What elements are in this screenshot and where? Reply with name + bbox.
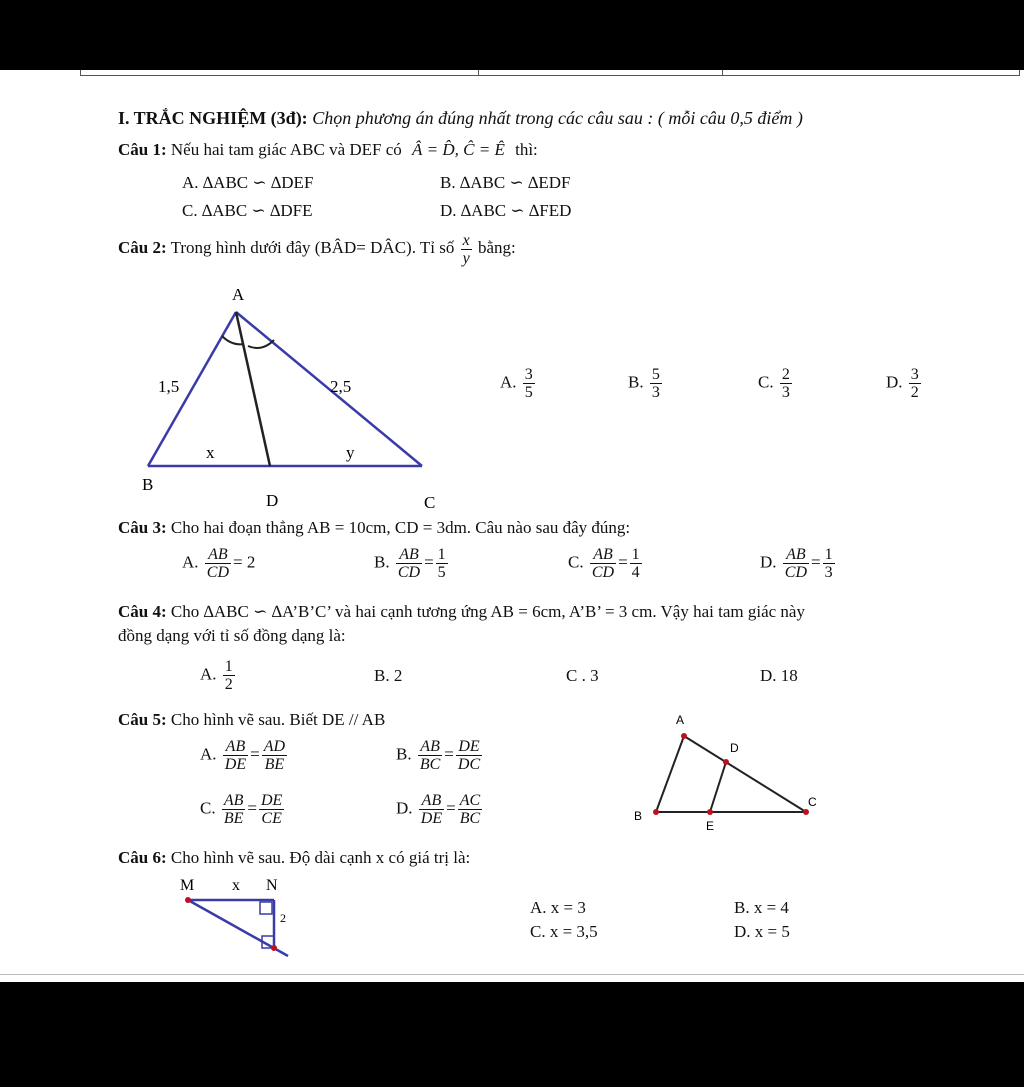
q3-option-d[interactable]: D. $\frac{AB}{CD}$ = $\frac{1}{3}$ (760, 546, 833, 581)
bottom-rule (0, 974, 1024, 975)
q3-option-c[interactable]: C. $\frac{AB}{CD}$ = $\frac{1}{4}$ (568, 546, 640, 581)
q2-option-d[interactable]: D. $\frac{3}{2}$ (886, 366, 919, 401)
q6-text: Cho hình vẽ sau. Độ dài cạnh x có giá trị là: (170, 848, 471, 867)
q6-point-m (185, 897, 191, 903)
q6-stem (118, 848, 470, 868)
q2-ratio: $\frac{x}{y}$ (462, 231, 470, 267)
q5-label-a: A (676, 713, 685, 727)
q2-label: Câu 2: (118, 238, 167, 257)
q1-option-d[interactable]: D. ∆ABC ∽ ∆FED (440, 201, 572, 220)
q1-stem (118, 140, 538, 160)
q5-point-b (653, 809, 659, 815)
q3-option-a[interactable]: A. $\frac{AB}{CD}$ = 2 (182, 546, 256, 581)
q4-text: Cho ∆ABC ∽ ∆A’B’C’ và hai cạnh tương ứng AB = 6cm, A’B’ = 3 cm. Vậy hai tam giác này (170, 602, 805, 621)
q6-label-x: x (232, 877, 240, 894)
rule-tick (80, 70, 81, 76)
q5-option-a[interactable]: A. $\frac{AB}{DE}$ = $\frac{AD}{BE}$ (200, 738, 286, 773)
q2-text-after: bằng: (477, 238, 516, 257)
q6-option-a[interactable]: A. x = 3 (530, 898, 586, 917)
q5-label-d: D (730, 741, 739, 755)
q2-label-y: y (346, 443, 355, 462)
q1-option-c[interactable]: C. ∆ABC ∽ ∆DFE (182, 201, 313, 220)
q2-option-a[interactable]: A. $\frac{3}{5}$ (500, 366, 533, 401)
top-rule (80, 70, 1020, 76)
q4-stem-line1 (118, 602, 805, 622)
q5-side-ac (684, 736, 806, 812)
q6-option-b[interactable]: B. x = 4 (734, 898, 789, 917)
rule-tick (1019, 70, 1020, 76)
q1-option-b[interactable]: B. ∆ABC ∽ ∆EDF (440, 173, 571, 192)
q2-option-b[interactable]: B. $\frac{5}{3}$ (628, 366, 660, 401)
q5-option-b[interactable]: B. $\frac{AB}{BC}$ = $\frac{DE}{DC}$ (396, 738, 481, 773)
section-instruction: Chọn phương án đúng nhất trong các câu sau : ( mỗi câu 0,5 điểm ) (312, 108, 803, 128)
q2-label-b: B (142, 475, 154, 494)
q3-stem (118, 518, 630, 538)
q1-option-a[interactable]: A. ∆ABC ∽ ∆DEF (182, 173, 314, 192)
q2-label-ac-length: 2,5 (330, 377, 352, 396)
exam-page (0, 70, 1024, 982)
q6-label-side: 2 (280, 911, 286, 925)
q5-label: Câu 5: (118, 710, 167, 729)
q5-text: Cho hình vẽ sau. Biết DE // AB (170, 710, 386, 729)
q3-option-b[interactable]: B. $\frac{AB}{CD}$ = $\frac{1}{5}$ (374, 546, 446, 581)
q1-text: Nếu hai tam giác ABC và DEF có (170, 140, 402, 159)
q5-segment-de (710, 762, 726, 812)
rule-tick (478, 70, 479, 76)
q3-label: Câu 3: (118, 518, 167, 537)
q1-label: Câu 1: (118, 140, 167, 159)
q5-triangle-figure (612, 706, 832, 836)
q2-label-d: D (266, 491, 279, 510)
q5-point-d (723, 759, 729, 765)
q2-label-c: C (424, 493, 436, 512)
q6-point-bottom (271, 945, 277, 951)
q5-option-c[interactable]: C. $\frac{AB}{BE}$ = $\frac{DE}{CE}$ (200, 792, 283, 827)
q5-label-b: B (634, 809, 643, 823)
q6-label-n: N (266, 877, 278, 894)
section-header (118, 108, 803, 128)
q5-label-e: E (706, 819, 715, 833)
q5-point-a (681, 733, 687, 739)
q2-text: Trong hình dưới đây (BÂD= DÂC). Tỉ số (170, 238, 455, 257)
q4-option-d[interactable]: D. 18 (760, 666, 798, 685)
q2-triangle-figure (140, 280, 450, 520)
q5-option-d[interactable]: D. $\frac{AB}{DE}$ = $\frac{AC}{BC}$ (396, 792, 481, 827)
q4-option-b[interactable]: B. 2 (374, 666, 403, 685)
q3-text: Cho hai đoạn thẳng AB = 10cm, CD = 3dm. Câu nào sau đây đúng: (170, 518, 631, 537)
q1-formula: Â = D̂, Ĉ = Ê (412, 140, 505, 159)
q6-right-angle-mark (260, 902, 272, 914)
q6-option-c[interactable]: C. x = 3,5 (530, 922, 598, 941)
rule-tick (722, 70, 723, 76)
q6-figure (170, 870, 310, 970)
q4-stem-line2: đồng dạng với tỉ số đồng dạng là: (118, 626, 346, 645)
q5-point-c (803, 809, 809, 815)
q4-option-c[interactable]: C . 3 (566, 666, 599, 685)
q6-label-m: M (180, 877, 195, 894)
q4-option-a[interactable]: A. $\frac{1}{2}$ (200, 658, 233, 693)
q2-label-x: x (206, 443, 215, 462)
q4-label: Câu 4: (118, 602, 167, 621)
q2-option-c[interactable]: C. $\frac{2}{3}$ (758, 366, 790, 401)
q1-text-after: thì: (515, 140, 538, 159)
q5-side-ab (656, 736, 684, 812)
section-title: I. TRẮC NGHIỆM (3đ): (118, 108, 308, 128)
q5-label-c: C (808, 795, 817, 809)
q6-option-d[interactable]: D. x = 5 (734, 922, 790, 941)
q5-point-e (707, 809, 713, 815)
q2-label-a: A (232, 285, 245, 304)
q2-label-ab-length: 1,5 (158, 377, 180, 396)
q5-stem (118, 710, 385, 730)
q6-label: Câu 6: (118, 848, 167, 867)
q2-stem (118, 228, 516, 268)
